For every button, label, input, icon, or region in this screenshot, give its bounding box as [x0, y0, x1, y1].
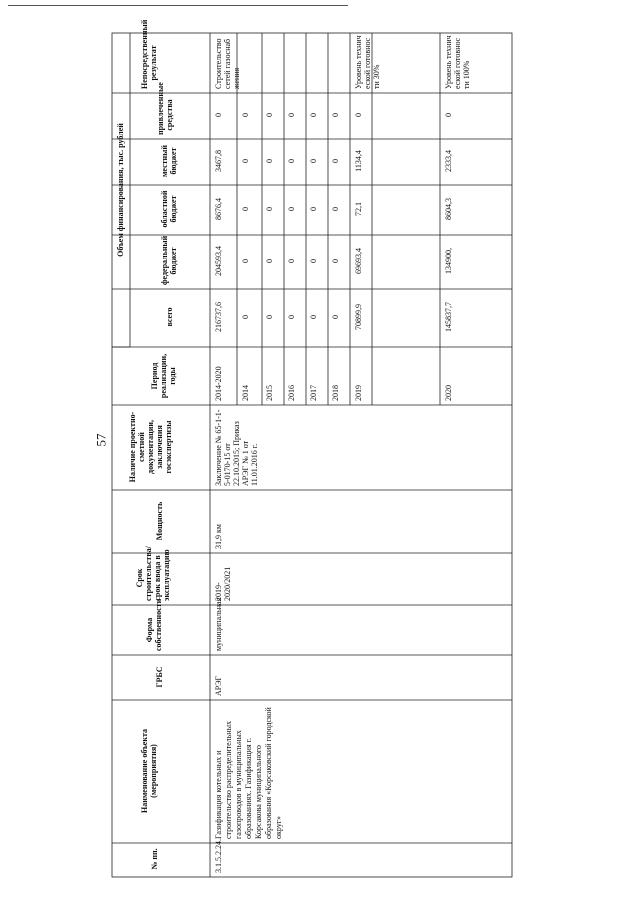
row-grbs: АРЭГ	[214, 675, 223, 696]
header-regional: областной бюджет	[160, 190, 178, 228]
header-capacity: Мощность	[155, 501, 164, 541]
cell-result-6: Уровень технической готовности 30%	[354, 35, 381, 89]
cell-attracted-6: 0	[354, 113, 363, 117]
cell-federal-7: 134900,	[444, 248, 453, 274]
header-num: № пп.	[150, 848, 159, 870]
cell-period-1: 2014	[241, 385, 250, 401]
cell-federal-2: 0	[265, 259, 274, 263]
cell-attracted-0: 0	[214, 113, 223, 117]
header-finance-group: Объем финансирования, тыс. рублей	[116, 123, 125, 257]
row-docs: Заключение № 65-1-1-5-0170-15 от 22.10.2015; Приказ АРЭГ № 1 от 11.01.2016 г.	[214, 409, 259, 486]
header-ownership: Форма собственности	[145, 598, 163, 651]
cell-federal-1: 0	[241, 259, 250, 263]
cell-total-1: 0	[241, 315, 250, 319]
header-object-name: Наименование объекта (мероприятия)	[140, 729, 158, 813]
cell-regional-3: 0	[287, 207, 296, 211]
cell-regional-4: 0	[309, 207, 318, 211]
cell-regional-6: 72,1	[354, 202, 363, 216]
header-local: местный бюджет	[160, 144, 178, 178]
cell-total-2: 0	[265, 315, 274, 319]
page-number: 57	[93, 433, 109, 447]
cell-local-6: 1134,4	[354, 150, 363, 172]
cell-attracted-5: 0	[331, 113, 340, 117]
cell-local-3: 0	[287, 159, 296, 163]
cell-federal-5: 0	[331, 259, 340, 263]
cell-period-2: 2015	[265, 385, 274, 401]
row-number: 3.1.5.2.24.	[214, 839, 223, 873]
cell-period-6: 2019	[354, 385, 363, 401]
cell-attracted-2: 0	[265, 113, 274, 117]
cell-local-0: 3467,8	[214, 150, 223, 172]
row-ownership: муниципальная	[214, 597, 223, 651]
cell-attracted-1: 0	[241, 113, 250, 117]
cell-result-0: Строительство сетей газоснабжения	[214, 38, 241, 89]
cell-period-7: 2020	[444, 385, 453, 401]
cell-total-6: 70899,9	[354, 304, 363, 330]
cell-total-0: 216737,6	[214, 302, 223, 332]
cell-local-4: 0	[309, 159, 318, 163]
header-period: Период реализации, годы	[150, 353, 177, 399]
row-capacity: 31,9 км	[214, 524, 223, 549]
cell-result-7: Уровень технической готовности 100%	[444, 35, 471, 89]
cell-total-7: 145837,7	[444, 302, 453, 332]
header-construction-term: Срок строительства/срок ввода в эксплуатацию	[135, 546, 171, 601]
cell-period-4: 2017	[309, 385, 318, 401]
header-total: всего	[165, 307, 174, 327]
cell-total-4: 0	[309, 315, 318, 319]
cell-regional-2: 0	[265, 207, 274, 211]
cell-attracted-3: 0	[287, 113, 296, 117]
cell-attracted-4: 0	[309, 113, 318, 117]
header-attracted: привлеченные средства	[156, 82, 174, 135]
cell-local-5: 0	[331, 159, 340, 163]
cell-regional-1: 0	[241, 207, 250, 211]
cell-total-3: 0	[287, 315, 296, 319]
cell-period-0: 2014-2020	[214, 366, 223, 401]
cell-local-1: 0	[241, 159, 250, 163]
cell-regional-5: 0	[331, 207, 340, 211]
cell-regional-7: 8604,3	[444, 198, 453, 220]
cell-period-5: 2018	[331, 385, 340, 401]
cell-period-3: 2016	[287, 385, 296, 401]
header-design-docs: Наличие проектно-сметной документации, заключения госэкспертизы	[128, 411, 173, 483]
cell-local-2: 0	[265, 159, 274, 163]
cell-federal-4: 0	[309, 259, 318, 263]
header-result: Непосредственный результат	[140, 19, 158, 89]
cell-federal-0: 204593,4	[214, 246, 223, 276]
header-grbs: ГРБС	[155, 666, 164, 688]
header-federal: федеральный бюджет	[160, 235, 178, 285]
row-object-name: Газификация котельных и строительство распределительных газопроводов в муниципальных образованиях. Газификация г. Корсакова муниципального образования «Корсаковский городской округ»	[214, 707, 283, 839]
cell-regional-0: 8676,4	[214, 198, 223, 220]
cell-local-7: 2333,4	[444, 150, 453, 172]
cell-federal-3: 0	[287, 259, 296, 263]
cell-attracted-7: 0	[444, 113, 453, 117]
cell-federal-6: 69693,4	[354, 248, 363, 274]
cell-total-5: 0	[331, 315, 340, 319]
row-term: 2019-2020/2021	[214, 566, 232, 601]
